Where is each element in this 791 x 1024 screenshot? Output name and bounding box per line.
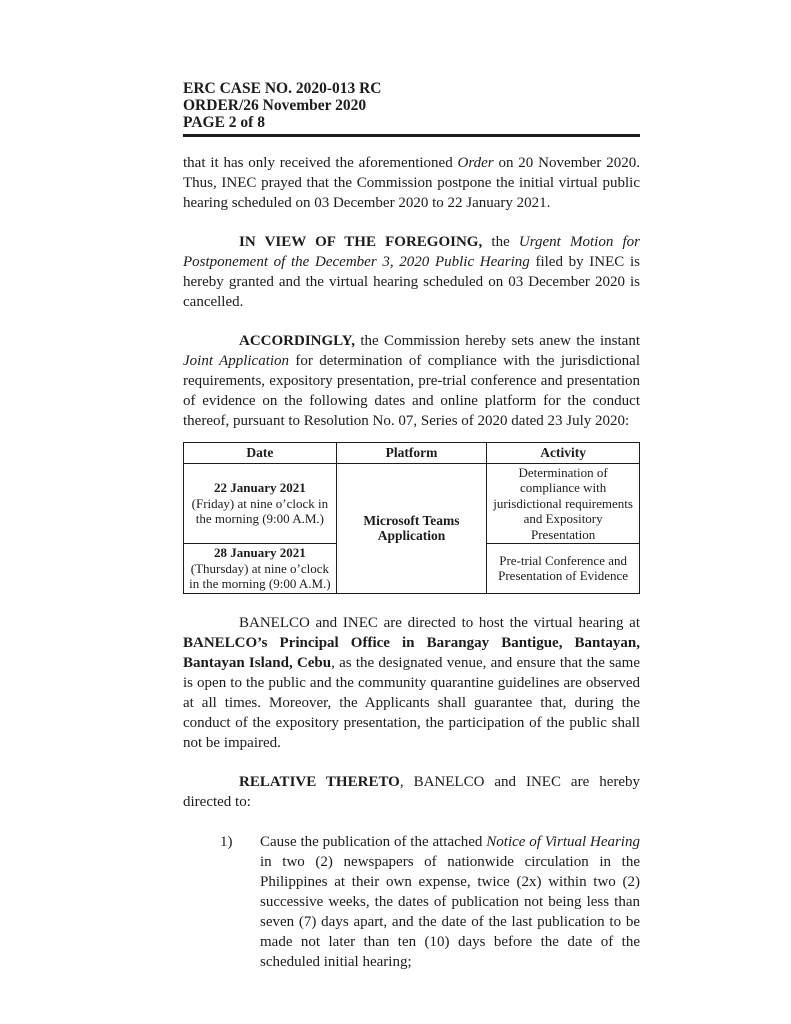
hearing-date-2: 28 January 2021	[214, 545, 306, 560]
platform-cell: Microsoft Teams Application	[336, 463, 486, 593]
schedule-header-row	[184, 443, 640, 464]
column-header-activity: Activity	[487, 443, 640, 464]
header-rule	[183, 134, 640, 137]
hearing-schedule-table	[183, 442, 640, 594]
paragraph-relative-thereto: RELATIVE THERETO, BANELCO and INEC are hereby directed to:	[183, 773, 641, 810]
directive-item-1	[220, 832, 640, 972]
hearing-date-detail-1: (Friday) at nine o’clock in the morning (9:00 A.M.)	[191, 495, 329, 526]
activity-cell-1: Determination of compliance with jurisdictional requirements and Expository Presentation	[487, 463, 640, 544]
document-content	[183, 0, 640, 972]
paragraph-in-view-of-foregoing: IN VIEW OF THE FOREGOING, the Urgent Motion for Postponement of the December 3, 2020 Public Hearing filed by INEC is hereby granted and the virtual hearing scheduled on 03 December 2020 is cancelled.	[183, 234, 640, 310]
activity-cell-2: Pre-trial Conference and Presentation of Evidence	[487, 544, 640, 594]
paragraph-accordingly: ACCORDINGLY, the Commission hereby sets anew the instant Joint Application for determination of compliance with the jurisdictional requirements, expository presentation, pre-trial conference and presentation of evidence on the following dates and online platform for the conduct thereof, pursuant to Resolution No. 07, Series of 2020 dated 23 July 2020:	[183, 333, 640, 429]
directive-number: 1)	[220, 833, 233, 850]
date-cell-2	[184, 544, 337, 594]
hearing-date-detail-2: (Thursday) at nine o’clock in the morning (9:00 A.M.)	[189, 560, 331, 591]
paragraph-order-received: that it has only received the aforementioned Order on 20 November 2020. Thus, INEC prayed that the Commission postpone the initial virtual public hearing scheduled on 03 December 2020 to 22 January 2021.	[183, 155, 641, 211]
date-cell-1	[184, 463, 337, 544]
schedule-row-1	[184, 463, 640, 544]
page-header	[183, 80, 640, 137]
directive-text: Cause the publication of the attached Notice of Virtual Hearing in two (2) newspapers of nationwide circulation in the Philippines at their own expense, twice (2x) within two (2) successive weeks, the dates of publication not being less than seven (7) days apart, and the date of the last publication to be made not later than ten (10) days before the date of the scheduled initial hearing;	[260, 833, 640, 970]
column-header-date: Date	[184, 443, 337, 464]
case-number: ERC CASE NO. 2020-013 RC	[183, 80, 382, 97]
column-header-platform: Platform	[336, 443, 486, 464]
order-date-line: ORDER/26 November 2020	[183, 97, 367, 114]
hearing-date-1: 22 January 2021	[214, 480, 306, 495]
paragraph-venue-directive: BANELCO and INEC are directed to host the virtual hearing at BANELCO’s Principal Office in Barangay Bantigue, Bantayan, Bantayan Island, Cebu, as the designated venue, and ensure that the same is open to the public and the community quarantine guidelines are observed at all times. Moreover, the Applicants shall guarantee that, during the conduct of the expository presentation, the participation of the public shall not be impaired.	[183, 614, 640, 751]
page-number-line: PAGE 2 of 8	[183, 114, 265, 131]
